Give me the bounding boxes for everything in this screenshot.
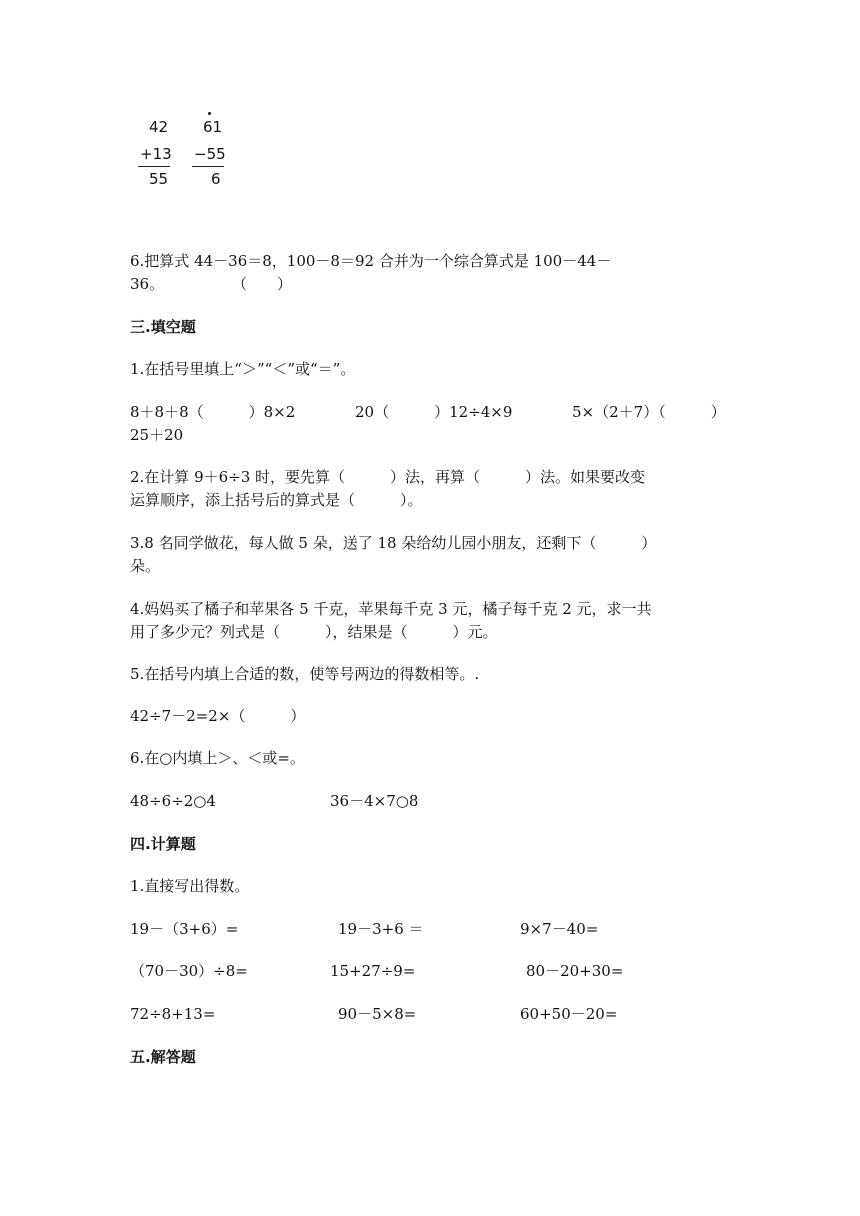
fill-q6-text: 6.在○内填上＞、＜或=。 bbox=[130, 749, 305, 767]
borrow-dot bbox=[208, 112, 211, 115]
fill-q5-text: 5.在括号内填上合适的数，使等号两边的得数相等。. bbox=[130, 665, 480, 683]
calc-item: 19－（3+6）= bbox=[130, 920, 239, 938]
fill-q4-line2: 用了多少元？列式是（ ），结果是（ ）元。 bbox=[130, 623, 498, 641]
vertical-left-line bbox=[138, 166, 170, 167]
calc-q1-text: 1.直接写出得数。 bbox=[130, 877, 250, 895]
calc-item: 90－5×8= bbox=[338, 1005, 417, 1023]
answer-parentheses[interactable]: （ ） bbox=[232, 275, 293, 293]
calc-item: 19－3+6 ＝ bbox=[338, 920, 424, 938]
fill-q1-expr-a[interactable]: 8＋8＋8（ ）8×2 bbox=[130, 403, 296, 421]
fill-q2-line2: 运算顺序，添上括号后的算式是（ ）。 bbox=[130, 491, 423, 509]
fill-q4-line1: 4.妈妈买了橘子和苹果各 5 千克，苹果每千克 3 元，橘子每千克 2 元，求一共 bbox=[130, 600, 652, 618]
vertical-left-mid: +13 bbox=[140, 145, 172, 163]
calc-item: 80－20+30= bbox=[526, 962, 624, 980]
calc-item: 60+50－20= bbox=[520, 1005, 618, 1023]
section-4-title: 四.计算题 bbox=[130, 835, 196, 853]
question-text-line2: 36。 bbox=[130, 275, 165, 293]
calc-item: 15+27÷9= bbox=[330, 962, 416, 980]
fill-q6-expr-a[interactable]: 48÷6÷2○4 bbox=[130, 792, 216, 810]
fill-q1-text: 1.在括号里填上“＞”“＜”或“＝”。 bbox=[130, 360, 356, 378]
fill-q1-expr-c[interactable]: 5×（2＋7）（ ） bbox=[572, 403, 726, 421]
question-text-line1: 6.把算式 44－36＝8，100－8＝92 合并为一个综合算式是 100－44－ bbox=[130, 252, 612, 270]
fill-q1-expr-b[interactable]: 20（ ）12÷4×9 bbox=[355, 403, 513, 421]
calc-item: （70－30）÷8= bbox=[130, 962, 248, 980]
calc-item: 9×7－40= bbox=[520, 920, 599, 938]
fill-q3-line1: 3.8 名同学做花，每人做 5 朵，送了 18 朵给幼儿园小朋友，还剩下（ ） bbox=[130, 534, 657, 552]
vertical-right-line bbox=[192, 166, 224, 167]
section-3-title: 三.填空题 bbox=[130, 318, 196, 336]
fill-q1-expr-d: 25＋20 bbox=[130, 426, 184, 444]
fill-q3-line2: 朵。 bbox=[130, 557, 161, 575]
fill-q6-expr-b[interactable]: 36－4×7○8 bbox=[330, 792, 419, 810]
vertical-left-result: 55 bbox=[149, 170, 169, 188]
calc-item: 72÷8+13= bbox=[130, 1005, 216, 1023]
fill-q2-line1: 2.在计算 9＋6÷3 时，要先算（ ）法，再算（ ）法。如果要改变 bbox=[130, 468, 646, 486]
vertical-left-top: 42 bbox=[149, 118, 169, 136]
section-5-title: 五.解答题 bbox=[130, 1048, 196, 1066]
vertical-right-mid: −55 bbox=[194, 145, 226, 163]
vertical-right-result: 6 bbox=[211, 170, 221, 188]
vertical-right-top: 61 bbox=[203, 118, 223, 136]
fill-q5-expr[interactable]: 42÷7－2=2×（ ） bbox=[130, 707, 306, 725]
